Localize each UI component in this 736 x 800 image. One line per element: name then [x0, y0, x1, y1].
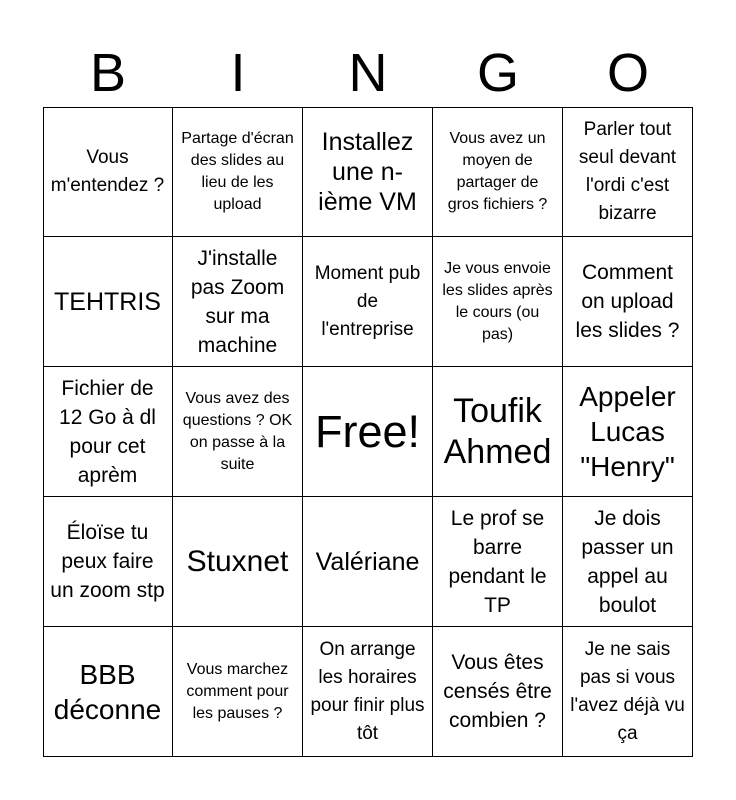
bingo-board: [43, 107, 693, 757]
cell-text: Vous m'entendez ?: [50, 146, 165, 196]
cell-text: Partage d'écran des slides au lieu de les upload: [181, 129, 294, 213]
cell-text: BBB déconne: [53, 658, 162, 725]
cell-text: Toufik Ahmed: [443, 391, 552, 471]
bingo-cell-r4-c1[interactable]: [173, 627, 303, 757]
cell-text: Moment pub de l'entreprise: [314, 262, 421, 340]
cell-text: On arrange les horaires pour finir plus tôt: [310, 638, 425, 744]
bingo-cell-free[interactable]: [303, 367, 433, 497]
header-letter-o: O: [606, 43, 649, 103]
cell-text: Valériane: [315, 547, 420, 576]
bingo-cell-r4-c0[interactable]: [43, 627, 173, 757]
cell-text: Je dois passer un appel au boulot: [581, 506, 674, 617]
bingo-cell-r3-c1[interactable]: [173, 497, 303, 627]
cell-text: Vous êtes censés être combien ?: [443, 651, 552, 732]
cell-text: Je vous envoie les slides après le cours (ou pas): [442, 259, 553, 343]
cell-text: Vous avez des questions ? OK on passe à la suite: [182, 389, 293, 473]
cell-text: Éloïse tu peux faire un zoom stp: [50, 521, 165, 602]
bingo-cell-r2-c0[interactable]: [43, 367, 173, 497]
bingo-cell-r3-c4[interactable]: [563, 497, 693, 627]
cell-text: Appeler Lucas "Henry": [579, 381, 676, 482]
bingo-cell-r1-c0[interactable]: [43, 237, 173, 367]
bingo-cell-r0-c2[interactable]: [303, 107, 433, 237]
bingo-cell-r2-c4[interactable]: [563, 367, 693, 497]
bingo-cell-r0-c1[interactable]: [173, 107, 303, 237]
cell-text: Stuxnet: [186, 544, 289, 578]
bingo-cell-r1-c2[interactable]: [303, 237, 433, 367]
bingo-cell-r2-c3[interactable]: [433, 367, 563, 497]
cell-text: Installez une n-ième VM: [318, 127, 417, 216]
bingo-cell-r3-c3[interactable]: [433, 497, 563, 627]
cell-text: Vous avez un moyen de partager de gros fichiers ?: [447, 129, 548, 213]
bingo-cell-r1-c3[interactable]: [433, 237, 563, 367]
cell-text: Vous marchez comment pour les pauses ?: [186, 660, 289, 722]
cell-text: Fichier de 12 Go à dl pour cet aprèm: [59, 376, 156, 487]
cell-text: Le prof se barre pendant le TP: [448, 506, 547, 617]
bingo-cell-r2-c1[interactable]: [173, 367, 303, 497]
free-space-label: Free!: [314, 405, 421, 457]
bingo-cell-r4-c2[interactable]: [303, 627, 433, 757]
bingo-cell-r0-c0[interactable]: [43, 107, 173, 237]
bingo-header: [43, 40, 693, 106]
bingo-cell-r0-c3[interactable]: [433, 107, 563, 237]
cell-text: Comment on upload les slides ?: [575, 261, 680, 342]
bingo-cell-r4-c4[interactable]: [563, 627, 693, 757]
cell-text: TEHTRIS: [54, 287, 161, 316]
cell-text: J'installe pas Zoom sur ma machine: [190, 246, 285, 357]
bingo-cell-r3-c0[interactable]: [43, 497, 173, 627]
header-letter-b: B: [89, 43, 127, 103]
bingo-cell-r3-c2[interactable]: [303, 497, 433, 627]
bingo-cell-r4-c3[interactable]: [433, 627, 563, 757]
header-letter-g: G: [476, 43, 519, 103]
cell-text: Je ne sais pas si vous l'avez déjà vu ça: [570, 638, 685, 744]
header-letter-i: I: [230, 43, 246, 103]
header-letter-n: N: [348, 43, 388, 103]
bingo-cell-r0-c4[interactable]: [563, 107, 693, 237]
bingo-cell-r1-c4[interactable]: [563, 237, 693, 367]
cell-text: Parler tout seul devant l'ordi c'est bizarre: [578, 118, 677, 224]
bingo-cell-r1-c1[interactable]: [173, 237, 303, 367]
